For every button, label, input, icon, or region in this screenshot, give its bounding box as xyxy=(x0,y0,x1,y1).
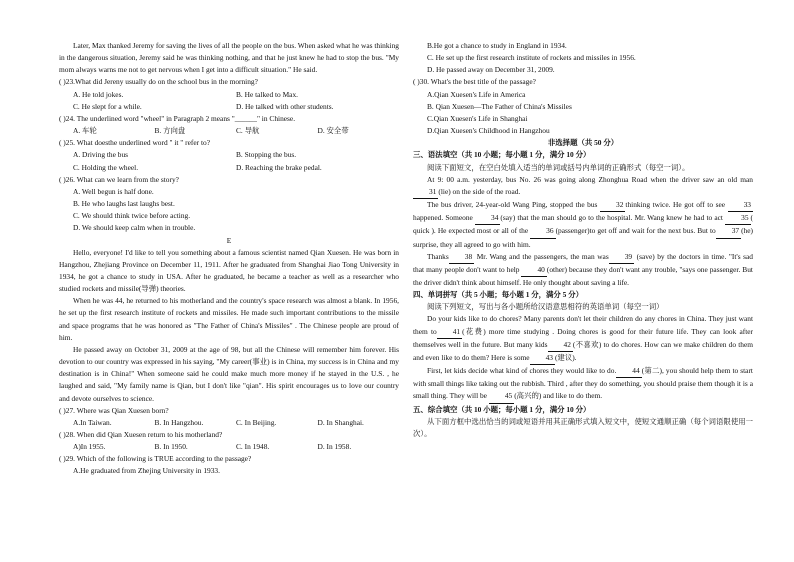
section-3-instructions: 阅读下面短文，在空白处填入适当的单词或括号内单词的正确形式（每空一词）。 xyxy=(427,162,690,172)
option-c: C. Holding the wheel. xyxy=(73,162,139,172)
option-b: B. He who laughs last laughs best. xyxy=(73,199,175,209)
section-4-title: 四、单词拼写（共 5 小题；每小题 1 分，满分 5 分） xyxy=(413,290,583,300)
blank-42[interactable]: 42 xyxy=(548,339,573,352)
option-d: D. We should keep calm when in trouble. xyxy=(73,223,196,233)
option-a: A. Driving the bus xyxy=(73,150,129,160)
text: (花费) more time studying . Doing chores is good for their future life. They can look after themselves well in the future. But many kids xyxy=(413,326,754,349)
option-d: D.Qian Xuesen's Childhood in Hangzhou xyxy=(427,126,550,136)
option-b: B. In Hangzhou. xyxy=(154,417,204,427)
text: (lie) on the side of the road. xyxy=(438,186,521,196)
option-a: A. 车轮 xyxy=(73,126,97,136)
text: (不喜欢) to do chores. How can we make children do them and even like to do them? Here is some xyxy=(413,339,753,362)
text: Do your kids like to do chores? Many parents don't let their children do any chores in China. They just want them to xyxy=(413,314,753,336)
option-d: D. He passed away on December 31, 2009. xyxy=(427,65,555,75)
blank-45[interactable]: 45 xyxy=(489,390,514,403)
blank-44[interactable]: 44 xyxy=(616,365,641,378)
section-3-title: 三、语法填空（共 10 小题；每小题 1 分，满分 10 分） xyxy=(413,150,591,160)
text: (第二), you should help them to start with small things like taking out the rubbish. Third , after they do something, you should praise them though it is a small thing. They will be xyxy=(413,366,753,401)
option-c: C.Qian Xuesen's Life in Shanghai xyxy=(427,113,528,123)
option-a: A.In Taiwan. xyxy=(73,417,112,427)
blank-32[interactable]: 32 xyxy=(600,199,625,212)
text: (other) because they don't want any trouble, "says one passenger. But the driver didn't think about himself. He only thought about saving a life. xyxy=(413,264,753,287)
blank-37[interactable]: 37 xyxy=(716,225,741,238)
text: (save) by the doctors in time. "It's sad that many people don't want to help xyxy=(413,251,753,274)
text: At 9: 00 a.m. yesterday, bus No. 26 was going along Zhonghua Road when the driver saw an old man xyxy=(427,174,753,184)
blank-41[interactable]: 41 xyxy=(437,326,462,339)
option-a: A. He told jokes. xyxy=(73,89,124,99)
question-27-options xyxy=(59,417,399,429)
passage-e-paragraph: Hello, everyone! I'd like to tell you something about a famous scientist named Qian Xuesen. He was born in Hangzhou, Zhejiang Province on December 11, 1911. After he graduated from Shanghai Jiao Tong University in 1934, he got a chance to study in USA. After he graduated, he became a teacher as well as a researcher who studied rockets and missile(导弹) theories. xyxy=(59,247,399,294)
option-b: B.He got a chance to study in England in 1934. xyxy=(427,41,567,50)
spelling-paragraph xyxy=(413,365,753,403)
option-d: D. In Shanghai. xyxy=(317,417,364,427)
option-b: B. In 1950. xyxy=(154,442,188,452)
blank-36[interactable]: 36 xyxy=(530,225,555,238)
blank-34[interactable]: 34 xyxy=(475,212,500,225)
grammar-paragraph xyxy=(413,174,753,199)
passage-e-paragraph: He passed away on October 31, 2009 at the age of 98, but all the Chinese will remember him forever. His devotion to our country was expressed in his saying, "My career(事业) is in China, my success is in China and my destination is in China!" When someone said he could make much more money if he stayed in the U.S. , he laughed and said, "My family name is Qian, but I don't like "qian". His spirit encourages us to love our country and devote ourselves to science. xyxy=(59,344,399,403)
blank-33[interactable]: 33 xyxy=(728,199,753,212)
text: (高兴的) and like to do them. xyxy=(514,391,603,401)
option-d: D. He talked with other students. xyxy=(236,101,334,111)
text: First, let kids decide what kind of chores they would like to do. xyxy=(427,366,617,376)
option-d: D. In 1958. xyxy=(317,442,352,452)
text: happened. Someone xyxy=(413,213,475,223)
question-28-options xyxy=(59,441,399,453)
option-c: C. In Beijing. xyxy=(236,417,277,427)
passage-d-ending: Later, Max thanked Jeremy for saving the lives of all the people on the bus. When asked what he was thinking in the dangerous situation, Jeremy said he was thinking nothing, and that he just knew he had to stop the bus. "My mom always warns me not to get nervous when I get into a difficult situation." He said. xyxy=(59,41,399,75)
option-a: A)In 1955. xyxy=(73,442,106,452)
text: ( quick ). He expected most or all of the xyxy=(413,213,753,236)
question-23-options xyxy=(59,89,399,101)
passage-e-paragraph: When he was 44, he returned to his motherland and the country's space research was almost a blank. In 1956, he set up the first research institute of rockets and missiles. He made such important contributions to the missile and space programs that he was honored as "The Father of China's Missiles" . The Chinese people are proud of him. xyxy=(59,296,399,342)
section-4-instructions: 阅读下列短文，写出与各小题所给汉语意思相符的英语单词（每空一词） xyxy=(427,302,664,312)
question-23-options xyxy=(59,101,399,113)
option-c: C. He set up the first research institute of rockets and missiles in 1956. xyxy=(427,53,636,63)
blank-39[interactable]: 39 xyxy=(609,251,634,264)
question-27: ( )27. Where was Qian Xuesen born? xyxy=(59,405,169,415)
question-23: ( )23.What did Jereny usually do on the school bus in the morning? xyxy=(59,77,258,87)
option-b: B. Stopping the bus. xyxy=(236,150,297,160)
text: The bus driver, 24-year-old Wang Ping, stopped the bus xyxy=(427,200,601,210)
option-d: D. 安全带 xyxy=(317,126,349,136)
text: (say) that the man should go to the hospital. Mr. Wang knew he had to act xyxy=(500,213,726,223)
option-a: A.Qian Xuesen's Life in America xyxy=(427,89,526,99)
blank-43[interactable]: 43 xyxy=(530,352,555,365)
text: thinking twice. He got off to see xyxy=(625,200,728,210)
blank-35[interactable]: 35 xyxy=(725,212,750,225)
blank-40[interactable]: 40 xyxy=(521,264,546,277)
option-c: C. 导航 xyxy=(236,126,260,136)
right-column xyxy=(413,40,753,440)
option-b: B. Qian Xuesen—The Father of China's Missiles xyxy=(427,101,572,111)
option-a: A.He graduated from Zhejing University in 1933. xyxy=(73,466,220,476)
option-d: D. Reaching the brake pedal. xyxy=(236,162,322,172)
option-c: C. In 1948. xyxy=(236,442,270,452)
section-5-title: 五、综合填空（共 10 小题；每小题 1 分，满分 10 分） xyxy=(413,404,591,414)
text: Mr. Wang and the passengers, the man was xyxy=(474,251,609,261)
option-c: C. He slept for a while. xyxy=(73,101,142,111)
blank-38[interactable]: 38 xyxy=(449,251,474,264)
question-24: ( )24. The underlined word "wheel" in Paragraph 2 means "______" in Chinese. xyxy=(59,113,296,123)
text: (passenger)to get off and wait for the next bus. But to xyxy=(555,226,716,236)
grammar-paragraph xyxy=(413,251,753,289)
option-a: A. Well begun is half done. xyxy=(73,186,154,196)
non-choice-heading: 非选择题（共 50 分） xyxy=(547,138,619,148)
question-28: ( )28. When did Qian Xuesen return to his motherland? xyxy=(59,430,223,439)
question-24-options xyxy=(59,125,399,137)
section-5-instructions: 从下面方框中选出恰当的词或短语并用其正确形式填入短文中，使短文通顺正确（每个词语限使用一次）。 xyxy=(413,416,753,438)
option-b: B. He talked to Max. xyxy=(236,89,298,99)
question-25-options xyxy=(59,162,399,174)
text: Thanks xyxy=(427,251,449,261)
blank-31[interactable]: 31 xyxy=(413,186,438,199)
spelling-paragraph xyxy=(413,313,753,365)
question-26: ( )26. What can we learn from the story? xyxy=(59,174,179,184)
question-29: ( )29. Which of the following is TRUE according to the passage? xyxy=(59,454,252,464)
left-column xyxy=(59,40,399,478)
question-25-options xyxy=(59,149,399,161)
question-30: ( )30. What's the best title of the passage? xyxy=(413,77,536,87)
section-e-heading: E xyxy=(226,235,232,245)
question-25: ( )25. What doesthe underlined word " it " refer to? xyxy=(59,138,210,148)
option-c: C. We should think twice before acting. xyxy=(73,211,191,221)
text: (he) surprise, they all agreed to go with him. xyxy=(413,226,753,249)
option-b: B. 方向盘 xyxy=(154,126,186,136)
grammar-paragraph xyxy=(413,199,753,251)
text: (建议). xyxy=(554,352,577,362)
